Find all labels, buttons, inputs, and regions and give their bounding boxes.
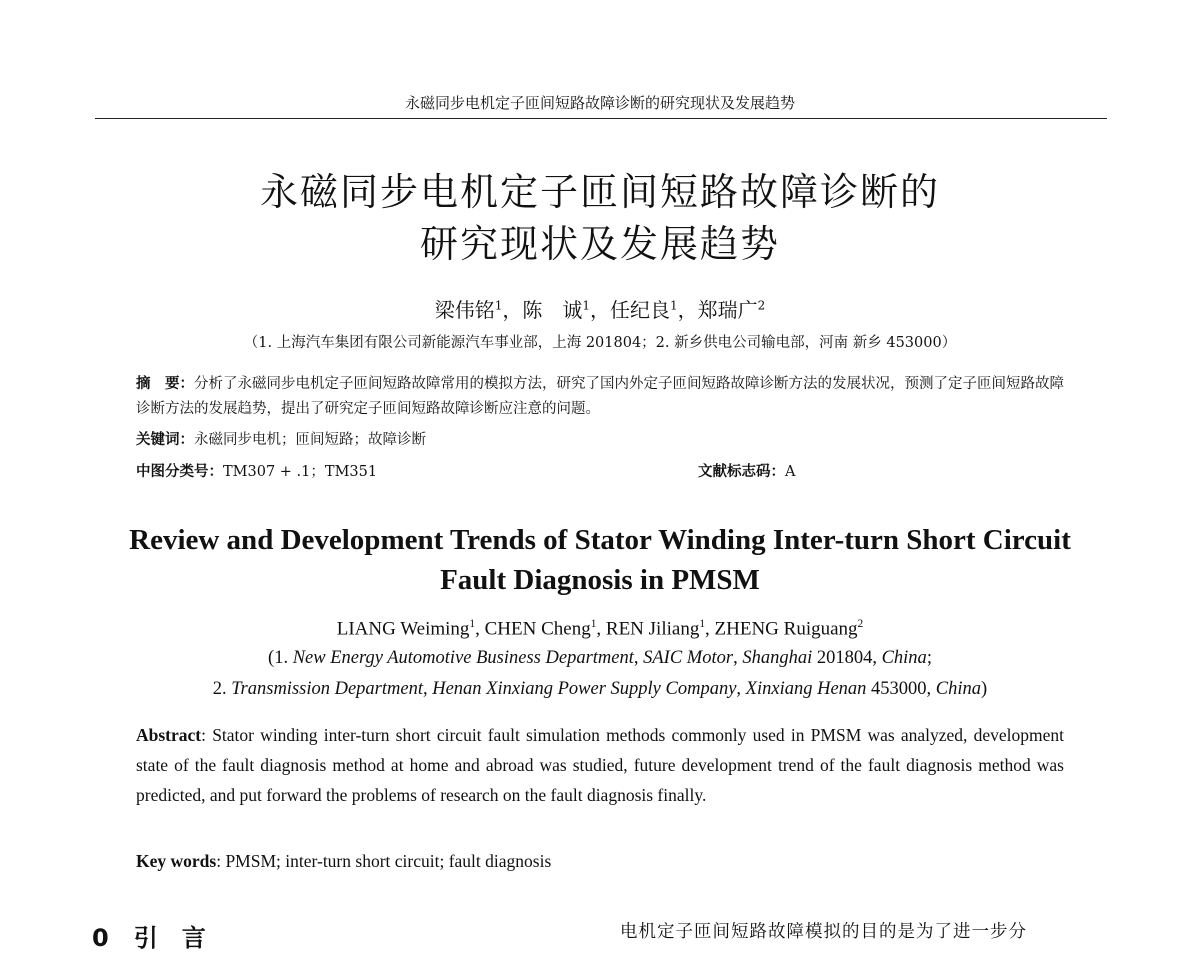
en-author-name: LIANG Weiming [336,618,470,640]
en-affil-prefix: (1. [268,648,293,668]
cn-author-name: 梁伟铭 [434,298,495,322]
cn-affiliation: （1. 上海汽车集团有限公司新能源汽车事业部，上海 201804；2. 新乡供电公司输电部，河南 新乡 453000） [243,335,957,351]
en-author-sup: 1 [590,618,597,630]
en-keywords-text: PMSM; inter-turn short circuit; fault diagnosis [225,851,552,871]
cn-author-sup: 1 [582,298,590,313]
body-text-fragment: 电机定子匝间短路故障模拟的目的是为了进一步分 [620,922,1027,942]
en-author-name: REN Jiliang [605,618,700,640]
cn-classification-text: TM307 + .1；TM351 [223,464,378,480]
cn-keywords-label: 关键词： [136,432,194,448]
en-title-line-2: Fault Diagnosis in PMSM [440,564,760,596]
en-author-name: ZHENG Ruiguang [714,618,858,640]
cn-doc-code [698,460,998,485]
cn-abstract-text: 分析了永磁同步电机定子匝间短路故障常用的模拟方法，研究了国内外定子匝间短路故障诊断方法的发展状况，预测了定子匝间短路故障诊断方法的发展趋势，提出了研究定子匝间短路故障诊断应注意的问题。 [136,376,1064,417]
en-affil-org: Transmission Department [231,679,423,699]
cn-keywords [136,428,1066,453]
cn-classification-label: 中图分类号： [136,464,223,480]
section-number: 0 [92,924,109,952]
en-affil-country: China [935,679,982,699]
en-affil-org: New Energy Automotive Business Department [292,648,634,668]
section-heading [92,918,206,953]
cn-author-name: 陈 诚 [522,298,583,322]
en-author-sup: 2 [857,618,864,630]
en-affil-company: SAIC Motor [643,648,734,668]
en-keywords-label: Key words [136,851,217,871]
cn-author-name: 任纪良 [610,298,670,322]
en-affiliation-line-2: 2. Transmission Department, Henan Xinxiang Power Supply Company, Xinxiang Henan 453000, China) [212,679,988,699]
en-author-sup: 1 [469,618,476,630]
en-title-line-1: Review and Development Trends of Stator Winding Inter-turn Short Circuit [129,524,1071,556]
cn-doc-code-label: 文献标志码： [698,464,785,480]
en-author-sup: 1 [699,618,706,630]
en-affiliation-line-1: (1. New Energy Automotive Business Department, SAIC Motor, Shanghai 201804, China; [268,648,932,668]
en-abstract: Abstract: Stator winding inter-turn short circuit fault simulation methods commonly used in PMSM was analyzed, development state of the fault diagnosis method at home and abroad was studied, future development trend of the fault diagnosis method was predicted, and put forward the problems of research on the fault diagnosis finally. [136,725,1064,805]
cn-title-line-1: 永磁同步电机定子匝间短路故障诊断的 [259,170,940,214]
en-affil-zip: 201804 [816,648,873,668]
cn-abstract-label: 摘 要： [136,376,194,392]
en-abstract-label: Abstract [136,725,202,745]
en-affil-prefix: 2. [212,679,232,699]
running-header: 永磁同步电机定子匝间短路故障诊断的研究现状及发展趋势 [404,94,795,112]
cn-authors: 梁伟铭$^1$，陈 诚$^1$，任纪良$^1$，郑瑞广$^2$ [434,298,766,322]
cn-keywords-text: 永磁同步电机；匝间短路；故障诊断 [194,432,426,448]
header-rule [95,118,1107,119]
cn-author-sup: 2 [757,298,766,313]
en-affil-city: Shanghai [742,648,813,668]
en-keywords: Key words: PMSM; inter-turn short circuit; fault diagnosis [136,851,552,871]
en-authors: LIANG Weiming$^1$, CHEN Cheng$^1$, REN Jiliang$^1$, ZHENG Ruiguang$^2$ [336,618,864,640]
cn-doc-code-value: A [785,464,796,480]
en-affil-company: Henan Xinxiang Power Supply Company [432,679,737,699]
cn-title-line-2: 研究现状及发展趋势 [419,222,780,266]
cn-author-sup: 1 [494,298,503,313]
section-title: 引 言 [133,924,206,952]
en-affil-country: China [881,648,927,668]
cn-abstract [136,372,1066,422]
cn-author-sup: 1 [670,298,678,313]
en-author-name: CHEN Cheng [484,618,591,640]
cn-author-name: 郑瑞广 [697,298,758,322]
en-affil-city: Xinxiang Henan [745,679,867,699]
en-affil-zip: 453000 [871,679,927,699]
en-abstract-text: Stator winding inter-turn short circuit fault simulation methods commonly used in PMSM was analyzed, development state of the fault diagnosis method at home and abroad was studied, future development trend of the fault diagnosis method was predicted, and put forward the problems of research on the fault diagnosis finally. [136,725,1064,805]
